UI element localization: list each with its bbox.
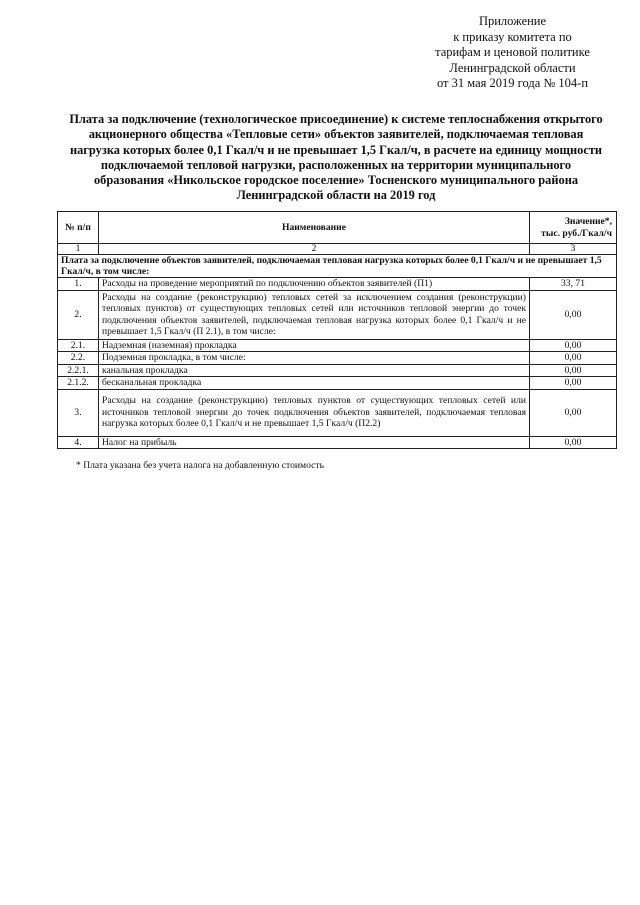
header-num: № п/п: [58, 212, 99, 244]
appendix-line: от 31 мая 2019 года № 104-п: [436, 76, 589, 90]
row-value: 0,00: [530, 377, 617, 390]
title-line: Ленинградской области на 2019 год: [236, 188, 436, 203]
title-line: акционерного общества «Тепловые сети» объектов заявителей, подключаемая тепловая: [88, 127, 584, 142]
row-name: Налог на прибыль: [99, 436, 530, 449]
appendix-line: к приказу комитета по: [453, 29, 572, 44]
row-name: Расходы на создание (реконструкцию) тепловых пунктов от существующих тепловых сетей или источников тепловой энергии до точек подключения объектов заявителей, подключаемая тепловая нагрузка которых более 0,1 Гкал/ч и не превышает 1,5 Гкал/ч (П2.2): [99, 389, 530, 436]
row-num: 2.2.: [58, 352, 99, 365]
section-row: [58, 255, 617, 278]
appendix-line: Ленинградской области: [449, 60, 576, 75]
table-row: [58, 436, 617, 449]
index-row: [58, 244, 617, 255]
fee-table: [57, 211, 617, 449]
row-name: Надземная (наземная) прокладка: [99, 339, 530, 352]
row-num: 3.: [58, 389, 99, 436]
title-line: Плата за подключение (технологическое присоединение) к системе теплоснабжения открытого: [69, 112, 603, 126]
title-line: подключаемой тепловой нагрузки, расположенных на территории муниципального: [100, 157, 572, 172]
appendix-header: [405, 14, 620, 92]
appendix-line: тарифам и ценовой политике: [435, 45, 590, 59]
row-name: Расходы на создание (реконструкцию) тепловых сетей за исключением создания (реконструкции) тепловых пунктов) от существующих тепловых сетей или источников тепловой энергии до точек подключения объектов заявителей, подключаемая тепловая нагрузка которых более 0,1 Гкал/ч и не превышает 1,5 Гкал/ч (П 2.1), в том числе:: [99, 290, 530, 339]
section-title: Плата за подключение объектов заявителей, подключаемая тепловая нагрузка которых более 0,1 Гкал/ч и не превышает 1,5 Гкал/ч, в том числе:: [58, 255, 617, 278]
index-cell: 3: [530, 244, 617, 255]
row-num: 2.: [58, 290, 99, 339]
row-name: бесканальная прокладка: [99, 377, 530, 390]
appendix-line: Приложение: [478, 14, 547, 28]
row-value: 0,00: [530, 352, 617, 365]
table-row: [58, 352, 617, 365]
header-value-line1: Значение*,: [564, 215, 612, 227]
index-cell: 2: [99, 244, 530, 255]
table-header-row: [58, 212, 617, 244]
document-title: [56, 112, 616, 204]
header-value-line2: тыс. руб./Гкал/ч: [541, 227, 612, 239]
row-num: 4.: [58, 436, 99, 449]
row-value: 0,00: [530, 290, 617, 339]
table-row: [58, 339, 617, 352]
title-line: образования «Никольское городское поселение» Тосненского муниципального района: [93, 173, 579, 188]
row-num: 2.1.: [58, 339, 99, 352]
row-name: канальная прокладка: [99, 364, 530, 377]
row-value: 0,00: [530, 389, 617, 436]
row-value: 0,00: [530, 339, 617, 352]
row-value: 0,00: [530, 364, 617, 377]
row-name: Расходы на проведение мероприятий по подключению объектов заявителей (П1): [99, 278, 530, 291]
table-row: [58, 278, 617, 291]
row-value: 33, 71: [530, 278, 617, 291]
title-line: нагрузка которых более 0,1 Гкал/ч и не превышает 1,5 Гкал/ч, в расчете на единицу мощности: [69, 142, 603, 157]
header-value: [530, 212, 617, 244]
table-row: [58, 377, 617, 390]
index-cell: 1: [58, 244, 99, 255]
row-num: 2.2.1.: [58, 364, 99, 377]
table-row: [58, 364, 617, 377]
footnote: * Плата указана без учета налога на добавленную стоимость: [76, 460, 324, 471]
row-value: 0,00: [530, 436, 617, 449]
row-num: 2.1.2.: [58, 377, 99, 390]
header-name: Наименование: [99, 212, 530, 244]
table-row: [58, 389, 617, 436]
row-name: Подземная прокладка, в том числе:: [99, 352, 530, 365]
row-num: 1.: [58, 278, 99, 291]
table-row: [58, 290, 617, 339]
